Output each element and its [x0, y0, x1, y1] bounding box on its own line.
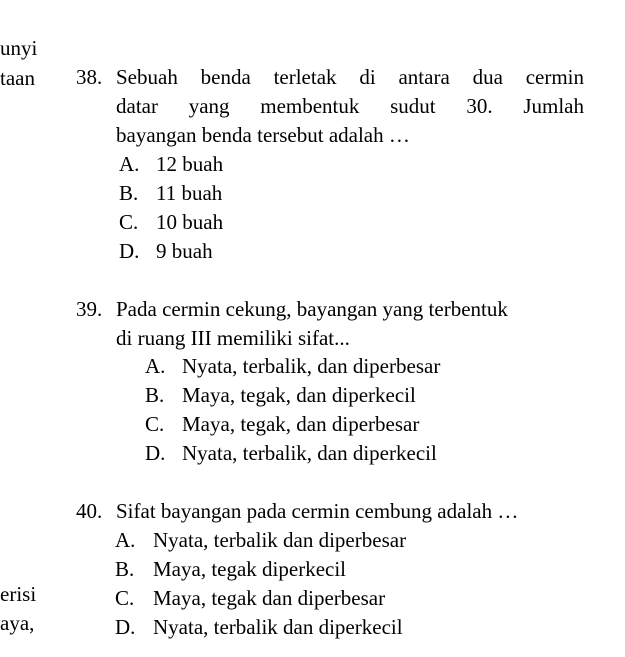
option-text: Nyata, terbalik dan diperbesar [153, 528, 407, 552]
answer-option-a[interactable] [145, 352, 440, 381]
left-fragment-2: taan [0, 66, 35, 90]
option-text: Nyata, terbalik, dan diperbesar [182, 354, 441, 378]
answer-option-b[interactable] [119, 179, 222, 208]
answer-option-d[interactable] [115, 613, 403, 642]
option-text: 11 buah [156, 181, 223, 205]
question-text-line: bayangan benda tersebut adalah … [116, 123, 410, 147]
answer-option-c[interactable] [145, 410, 419, 439]
question-number: 39. [76, 297, 103, 321]
question-text-line: Sifat bayangan pada cermin cembung adalah … [116, 499, 519, 523]
answer-option-d[interactable] [145, 439, 437, 468]
option-letter: D. [145, 441, 166, 465]
question-text-line: datar yang membentuk sudut 30. Jumlah [116, 94, 584, 118]
left-fragment-4: aya, [0, 611, 35, 635]
option-letter: B. [145, 383, 165, 407]
answer-option-b[interactable] [115, 555, 346, 584]
answer-option-d[interactable] [119, 237, 213, 266]
option-letter: C. [145, 412, 165, 436]
question-number: 40. [76, 499, 103, 523]
option-letter: C. [119, 210, 139, 234]
question-text-line: di ruang III memiliki sifat... [116, 326, 350, 350]
option-text: Nyata, terbalik, dan diperkecil [182, 441, 437, 465]
option-letter: D. [115, 615, 136, 639]
left-fragment-3: erisi [0, 582, 37, 606]
answer-option-c[interactable] [115, 584, 385, 613]
question-number: 38. [76, 65, 103, 89]
option-letter: D. [119, 239, 140, 263]
option-letter: A. [145, 354, 166, 378]
option-letter: C. [115, 586, 135, 610]
option-text: Maya, tegak, dan diperkecil [182, 383, 416, 407]
option-letter: B. [115, 557, 135, 581]
answer-option-c[interactable] [119, 208, 223, 237]
option-letter: A. [115, 528, 136, 552]
option-text: Maya, tegak, dan diperbesar [182, 412, 420, 436]
answer-option-a[interactable] [115, 526, 406, 555]
option-text: Maya, tegak dan diperbesar [153, 586, 386, 610]
option-text: Maya, tegak diperkecil [153, 557, 346, 581]
answer-option-b[interactable] [145, 381, 416, 410]
option-text: 9 buah [156, 239, 213, 263]
option-text: Nyata, terbalik dan diperkecil [153, 615, 403, 639]
question-text-line: Pada cermin cekung, bayangan yang terbentuk [116, 297, 508, 321]
left-fragment-1: unyi [0, 36, 38, 60]
answer-option-a[interactable] [119, 150, 223, 179]
question-text-line: Sebuah benda terletak di antara dua cermin [116, 65, 584, 89]
option-letter: A. [119, 152, 140, 176]
option-letter: B. [119, 181, 139, 205]
option-text: 10 buah [156, 210, 224, 234]
option-text: 12 buah [156, 152, 224, 176]
